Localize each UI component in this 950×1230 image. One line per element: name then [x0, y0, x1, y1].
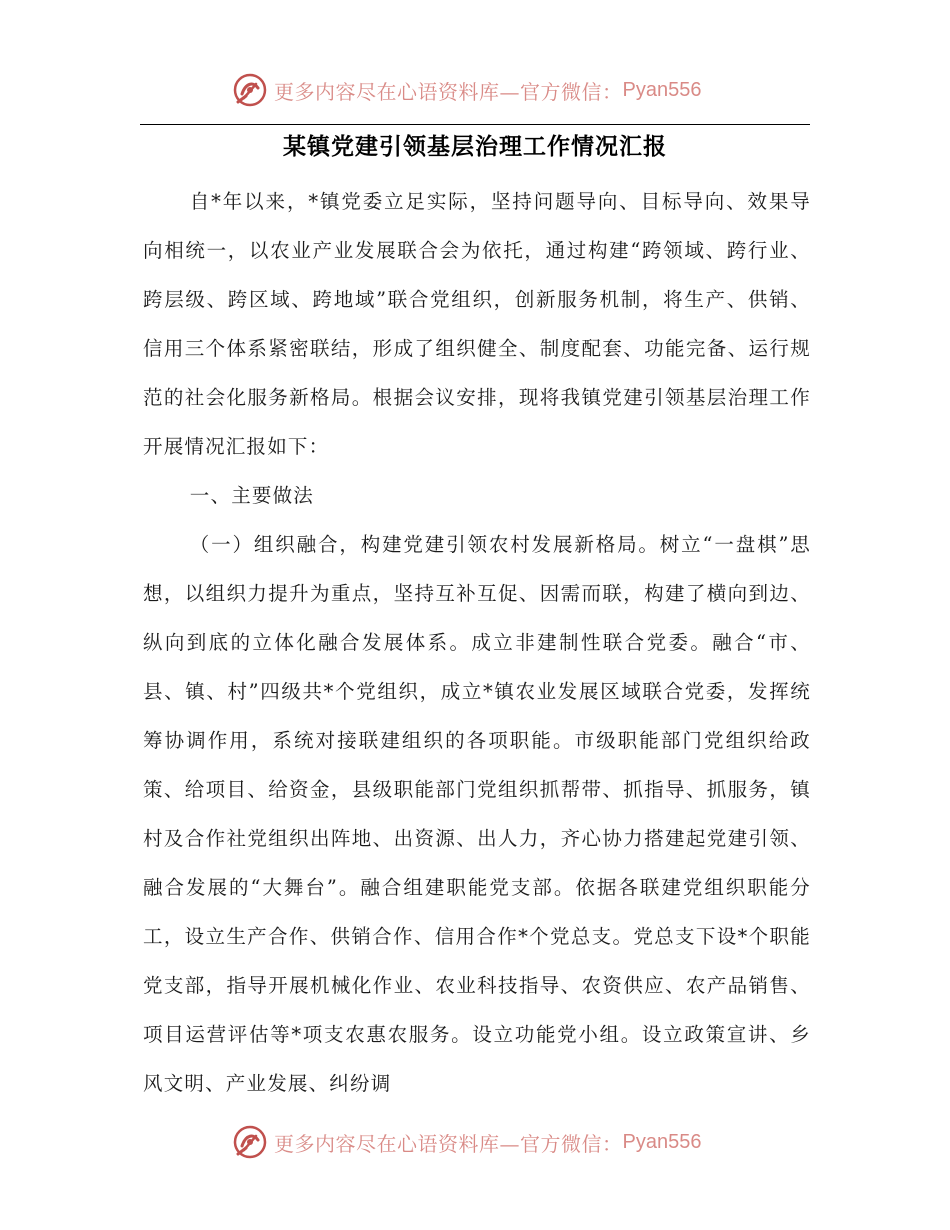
red-seal-logo-icon — [232, 1124, 268, 1160]
paragraph-organization-integration: （一）组织融合，构建党建引领农村发展新格局。树立“一盘棋”思想，以组织力提升为重点，坚持互补互促、因需而联，构建了横向到边、纵向到底的立体化融合发展体系。成立非建制性联合党委。融合“市、县、镇、村”四级共*个党组织，成立*镇农业发展区域联合党委，发挥统筹协调作用，系统对接联建组织的各项职能。市级职能部门党组织给政策、给项目、给资金，县级职能部门党组织抓帮带、抓指导、抓服务，镇村及合作社党组织出阵地、出资源、出人力，齐心协力搭建起党建引领、融合发展的“大舞台”。融合组建职能党支部。依据各联建党组织职能分工，设立生产合作、供销合作、信用合作*个党总支。党总支下设*个职能党支部，指导开展机械化作业、农业科技指导、农资供应、农产品销售、项目运营评估等*项支农惠农服务。设立功能党小组。设立政策宣讲、乡风文明、产业发展、纠纷调 — [143, 533, 811, 1095]
watermark-text: 更多内容尽在心语资料库—官方微信： — [274, 79, 623, 104]
paragraph-intro: 自*年以来，*镇党委立足实际，坚持问题导向、目标导向、效果导向相统一，以农业产业发展联合会为依托，通过构建“跨领域、跨行业、跨层级、跨区域、跨地域”联合党组织，创新服务机制，将生产、供销、信用三个体系紧密联结，形成了组织健全、制度配套、功能完备、运行规范的社会化服务新格局。根据会议安排，现将我镇党建引领基层治理工作开展情况汇报如下： — [143, 190, 811, 458]
document-title: 某镇党建引领基层治理工作情况汇报 — [283, 133, 667, 160]
red-seal-logo-icon — [232, 72, 268, 108]
watermark-banner-top[interactable] — [232, 70, 701, 110]
watermark-banner-bottom[interactable] — [232, 1122, 701, 1162]
watermark-wechat-id: Pyan556 — [622, 1130, 702, 1153]
document-body — [143, 177, 811, 1108]
header-rule — [140, 124, 810, 125]
watermark-wechat-id: Pyan556 — [622, 78, 702, 101]
section-heading: 一、主要做法 — [189, 484, 314, 507]
watermark-text: 更多内容尽在心语资料库—官方微信： — [274, 1131, 623, 1156]
